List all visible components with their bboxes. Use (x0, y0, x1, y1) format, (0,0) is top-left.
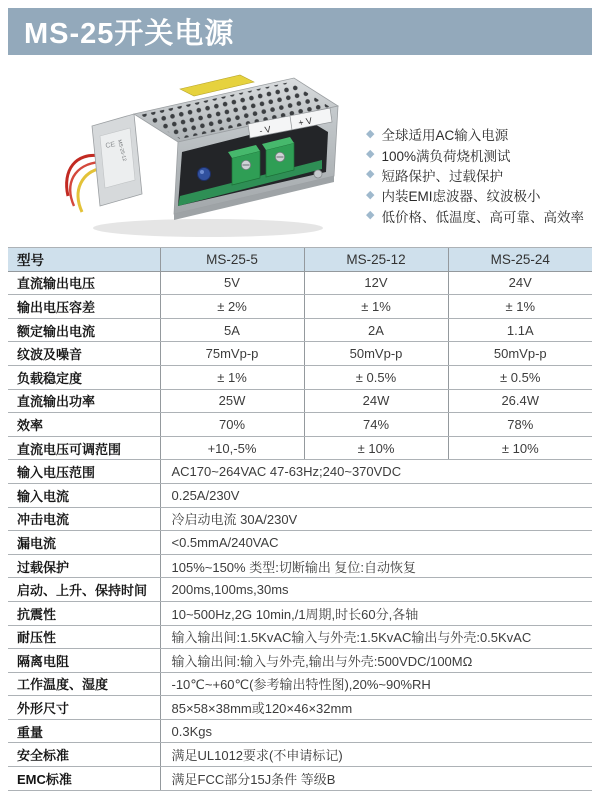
feature-item (366, 206, 596, 226)
spec-value-cell-merged: 输入输出间:输入与外壳,输出与外壳:500VDC/100MΩ (160, 649, 592, 673)
spec-label-cell: 输入电压范围 (8, 460, 160, 484)
spec-label-cell: 输出电压容差 (8, 295, 160, 319)
spec-value-cell: ± 10% (304, 436, 448, 460)
spec-value-cell: ± 10% (448, 436, 592, 460)
spec-value-cell: ± 0.5% (448, 365, 592, 389)
spec-value-cell: 1.1A (448, 318, 592, 342)
spec-value-cell: ± 0.5% (304, 365, 448, 389)
spec-value-cell-merged: <0.5mmA/240VAC (160, 531, 592, 555)
spec-value-cell-merged: 10~500Hz,2G 10min,/1周期,时长60分,各轴 (160, 601, 592, 625)
table-header-row (8, 248, 592, 272)
feature-item (366, 124, 596, 144)
spec-value-cell: ± 2% (160, 295, 304, 319)
spec-value-cell: 2A (304, 318, 448, 342)
spec-label-cell: 隔离电阻 (8, 649, 160, 673)
spec-value-cell: 12V (304, 271, 448, 295)
product-photo (56, 66, 348, 244)
spec-value-cell: 75mVp-p (160, 342, 304, 366)
spec-label-cell: 漏电流 (8, 531, 160, 555)
spec-label-cell: 耐压性 (8, 625, 160, 649)
diamond-bullet-icon: ◆ (366, 209, 375, 222)
ce-mark-text: CE (104, 141, 116, 150)
spec-label-cell: 额定输出电流 (8, 318, 160, 342)
capacitor (198, 168, 211, 181)
spec-row (8, 318, 592, 342)
spec-value-cell-merged: 满足FCC部分15J条件 等级B (160, 767, 592, 791)
spec-value-cell-merged: 105%~150% 类型:切断输出 复位:自动恢复 (160, 554, 592, 578)
spec-row-merged (8, 554, 592, 578)
terminal-plus-label: + V (297, 115, 313, 128)
spec-label-cell: 直流输出电压 (8, 271, 160, 295)
feature-text: 内装EMI虑波器、纹波极小 (381, 189, 541, 205)
header-label-cell: 型号 (8, 248, 160, 272)
spec-row-merged (8, 719, 592, 743)
spec-value-cell: 50mVp-p (304, 342, 448, 366)
terminal-minus-label: - V (258, 123, 272, 136)
spec-value-cell-merged: 冷启动电流 30A/230V (160, 507, 592, 531)
spec-label-cell: 重量 (8, 719, 160, 743)
header-model-cell-3: MS-25-24 (448, 248, 592, 272)
spec-label-cell: 纹波及噪音 (8, 342, 160, 366)
spec-value-cell: 74% (304, 413, 448, 437)
spec-label-cell: 过载保护 (8, 554, 160, 578)
spec-value-cell-merged: AC170~264VAC 47-63Hz;240~370VDC (160, 460, 592, 484)
terminal-block-1 (228, 145, 260, 185)
spec-label-cell: 直流输出功率 (8, 389, 160, 413)
feature-text: 100%满负荷烧机测试 (381, 148, 511, 164)
spec-value-cell-merged: 0.3Kgs (160, 719, 592, 743)
spec-value-cell-merged: 满足UL1012要求(不申请标记) (160, 743, 592, 767)
power-supply-unit (67, 75, 338, 237)
spec-value-cell: 50mVp-p (448, 342, 592, 366)
spec-label-cell: 输入电流 (8, 483, 160, 507)
spec-label-cell: 直流电压可调范围 (8, 436, 160, 460)
diamond-bullet-icon: ◆ (366, 188, 375, 201)
spec-row (8, 365, 592, 389)
spec-value-cell: 24W (304, 389, 448, 413)
feature-text: 短路保护、过载保护 (381, 168, 503, 184)
spec-row-merged (8, 578, 592, 602)
feature-item (366, 165, 596, 185)
spec-row-merged (8, 531, 592, 555)
diamond-bullet-icon: ◆ (366, 168, 375, 181)
title-bar (8, 8, 592, 55)
spec-label-cell: 启动、上升、保持时间 (8, 578, 160, 602)
spec-label-cell: 外形尺寸 (8, 696, 160, 720)
spec-value-cell-merged: 85×58×38mm或120×46×32mm (160, 696, 592, 720)
spec-label-cell: EMC标准 (8, 767, 160, 791)
spec-row (8, 413, 592, 437)
spec-row-merged (8, 460, 592, 484)
spec-value-cell: 24V (448, 271, 592, 295)
spec-row-merged (8, 672, 592, 696)
spec-value-cell: 5V (160, 271, 304, 295)
spec-label-cell: 负载稳定度 (8, 365, 160, 389)
spec-row-merged (8, 743, 592, 767)
feature-text: 低价格、低温度、高可靠、高效率 (381, 209, 584, 225)
header-model-cell-1: MS-25-5 (160, 248, 304, 272)
spec-value-cell: 5A (160, 318, 304, 342)
spec-row-merged (8, 507, 592, 531)
spec-row-merged (8, 625, 592, 649)
side-model-text: MS-25-12 (116, 139, 128, 162)
spec-table-body (8, 248, 592, 791)
spec-row-merged (8, 767, 592, 791)
spec-label-cell: 冲击电流 (8, 507, 160, 531)
spec-value-cell: +10,-5% (160, 436, 304, 460)
spec-row (8, 271, 592, 295)
spec-row (8, 436, 592, 460)
spec-label-cell: 抗震性 (8, 601, 160, 625)
diamond-bullet-icon: ◆ (366, 127, 375, 140)
spec-value-cell: ± 1% (448, 295, 592, 319)
spec-row-merged (8, 483, 592, 507)
feature-item (366, 144, 596, 164)
spec-label-cell: 安全标准 (8, 743, 160, 767)
spec-value-cell: 70% (160, 413, 304, 437)
capacitor-highlight (200, 170, 204, 174)
spec-row-merged (8, 696, 592, 720)
spec-label-cell: 效率 (8, 413, 160, 437)
spec-label-cell: 工作温度、湿度 (8, 672, 160, 696)
feature-item (366, 185, 596, 205)
diamond-bullet-icon: ◆ (366, 148, 375, 161)
spec-table (8, 247, 592, 791)
spec-value-cell-merged: 0.25A/230V (160, 483, 592, 507)
feature-text: 全球适用AC输入电源 (381, 128, 509, 144)
endcap-label (100, 128, 135, 188)
header-model-cell-2: MS-25-12 (304, 248, 448, 272)
spec-row (8, 295, 592, 319)
page-title: MS-25开关电源 (24, 18, 235, 50)
spec-value-cell-merged: -10℃~+60℃(参考输出特性图),20%~90%RH (160, 672, 592, 696)
spec-value-cell: ± 1% (160, 365, 304, 389)
spec-value-cell: 26.4W (448, 389, 592, 413)
spec-value-cell: ± 1% (304, 295, 448, 319)
shadow (93, 219, 323, 237)
spec-row (8, 389, 592, 413)
spec-value-cell-merged: 200ms,100ms,30ms (160, 578, 592, 602)
terminal-block-2 (262, 137, 294, 177)
spec-value-cell: 78% (448, 413, 592, 437)
mount-screw (314, 170, 322, 178)
spec-row (8, 342, 592, 366)
spec-value-cell: 25W (160, 389, 304, 413)
feature-list (366, 124, 596, 226)
spec-row-merged (8, 601, 592, 625)
spec-row-merged (8, 649, 592, 673)
spec-value-cell-merged: 输入输出间:1.5KvAC输入与外壳:1.5KvAC输出与外壳:0.5KvAC (160, 625, 592, 649)
